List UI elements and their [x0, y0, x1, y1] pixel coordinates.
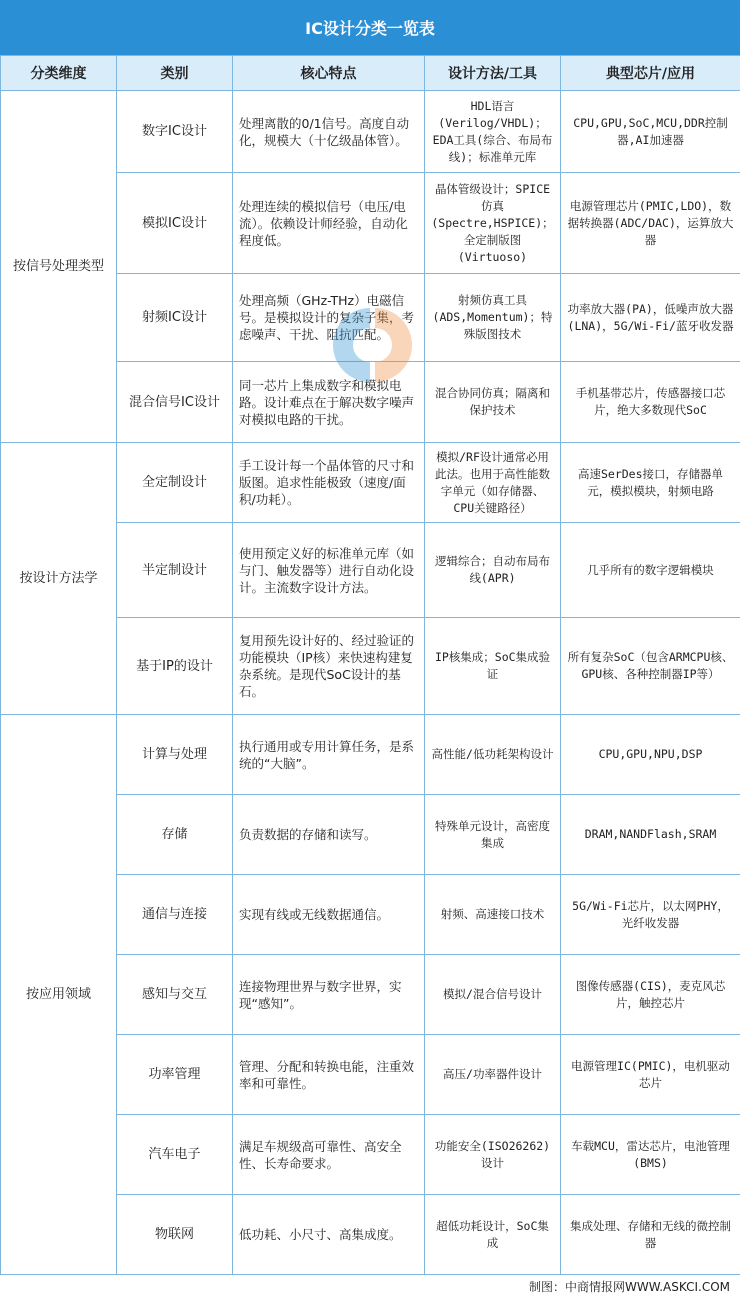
method-cell: 逻辑综合；自动布局布线(APR) [425, 523, 561, 618]
table-row [1, 91, 740, 173]
feature-cell: 复用预先设计好的、经过验证的功能模块（IP核）来快速构建复杂系统。是现代SoC设计的基石。 [233, 618, 425, 715]
application-cell: 图像传感器(CIS)，麦克风芯片，触控芯片 [561, 955, 740, 1035]
application-cell: 高速SerDes接口，存储器单元，模拟模块，射频电路 [561, 443, 740, 523]
method-cell: 功能安全(ISO26262)设计 [425, 1115, 561, 1195]
application-cell: 几乎所有的数字逻辑模块 [561, 523, 740, 618]
ic-design-table [0, 55, 740, 1275]
table-title: IC设计分类一览表 [0, 0, 740, 55]
category-cell: 全定制设计 [117, 443, 233, 523]
method-cell: 高压/功率器件设计 [425, 1035, 561, 1115]
table-row [1, 715, 740, 795]
method-cell: IP核集成；SoC集成验证 [425, 618, 561, 715]
header-application: 典型芯片/应用 [561, 56, 740, 91]
application-cell: 手机基带芯片，传感器接口芯片，绝大多数现代SoC [561, 362, 740, 443]
category-cell: 数字IC设计 [117, 91, 233, 173]
application-cell: CPU,GPU,NPU,DSP [561, 715, 740, 795]
dimension-cell: 按应用领域 [1, 715, 117, 1275]
header-category: 类别 [117, 56, 233, 91]
feature-cell: 满足车规级高可靠性、高安全性、长寿命要求。 [233, 1115, 425, 1195]
dimension-cell: 按设计方法学 [1, 443, 117, 715]
method-cell: 模拟/混合信号设计 [425, 955, 561, 1035]
feature-cell: 低功耗、小尺寸、高集成度。 [233, 1195, 425, 1275]
method-cell: 射频仿真工具(ADS,Momentum)；特殊版图技术 [425, 274, 561, 362]
application-cell: 集成处理、存储和无线的微控制器 [561, 1195, 740, 1275]
application-cell: 电源管理芯片(PMIC,LDO)，数据转换器(ADC/DAC)，运算放大器 [561, 173, 740, 274]
feature-cell: 使用预定义好的标准单元库（如与门、触发器等）进行自动化设计。主流数字设计方法。 [233, 523, 425, 618]
category-cell: 汽车电子 [117, 1115, 233, 1195]
source-credit: 制图：中商情报网WWW.ASKCI.COM [529, 1280, 730, 1294]
method-cell: 射频、高速接口技术 [425, 875, 561, 955]
method-cell: 模拟/RF设计通常必用此法。也用于高性能数字单元（如存储器、CPU关键路径） [425, 443, 561, 523]
category-cell: 基于IP的设计 [117, 618, 233, 715]
category-cell: 半定制设计 [117, 523, 233, 618]
table-row [1, 443, 740, 523]
method-cell: 晶体管级设计；SPICE仿真(Spectre,HSPICE)；全定制版图(Virtuoso) [425, 173, 561, 274]
feature-cell: 处理高频（GHz-THz）电磁信号。是模拟设计的复杂子集，考虑噪声、干扰、阻抗匹配。 [233, 274, 425, 362]
feature-cell: 执行通用或专用计算任务，是系统的“大脑”。 [233, 715, 425, 795]
application-cell: 5G/Wi-Fi芯片，以太网PHY，光纤收发器 [561, 875, 740, 955]
feature-cell: 处理离散的0/1信号。高度自动化，规模大（十亿级晶体管）。 [233, 91, 425, 173]
method-cell: 超低功耗设计，SoC集成 [425, 1195, 561, 1275]
category-cell: 感知与交互 [117, 955, 233, 1035]
header-dimension: 分类维度 [1, 56, 117, 91]
application-cell: 车载MCU，雷达芯片，电池管理(BMS) [561, 1115, 740, 1195]
category-cell: 计算与处理 [117, 715, 233, 795]
application-cell: DRAM,NANDFlash,SRAM [561, 795, 740, 875]
application-cell: 所有复杂SoC（包含ARMCPU核、GPU核、各种控制器IP等） [561, 618, 740, 715]
category-cell: 射频IC设计 [117, 274, 233, 362]
feature-cell: 手工设计每一个晶体管的尺寸和版图。追求性能极致（速度/面积/功耗）。 [233, 443, 425, 523]
application-cell: CPU,GPU,SoC,MCU,DDR控制器,AI加速器 [561, 91, 740, 173]
feature-cell: 连接物理世界与数字世界，实现“感知”。 [233, 955, 425, 1035]
method-cell: 特殊单元设计，高密度集成 [425, 795, 561, 875]
method-cell: 混合协同仿真；隔离和保护技术 [425, 362, 561, 443]
category-cell: 混合信号IC设计 [117, 362, 233, 443]
header-row [1, 56, 740, 91]
feature-cell: 管理、分配和转换电能，注重效率和可靠性。 [233, 1035, 425, 1115]
header-method: 设计方法/工具 [425, 56, 561, 91]
category-cell: 物联网 [117, 1195, 233, 1275]
application-cell: 电源管理IC(PMIC)，电机驱动芯片 [561, 1035, 740, 1115]
category-cell: 模拟IC设计 [117, 173, 233, 274]
dimension-cell: 按信号处理类型 [1, 91, 117, 443]
method-cell: HDL语言(Verilog/VHDL)；EDA工具(综合、布局布线)；标准单元库 [425, 91, 561, 173]
feature-cell: 处理连续的模拟信号（电压/电流）。依赖设计师经验，自动化程度低。 [233, 173, 425, 274]
feature-cell: 同一芯片上集成数字和模拟电路。设计难点在于解决数字噪声对模拟电路的干扰。 [233, 362, 425, 443]
application-cell: 功率放大器(PA)，低噪声放大器(LNA)，5G/Wi-Fi/蓝牙收发器 [561, 274, 740, 362]
category-cell: 通信与连接 [117, 875, 233, 955]
header-feature: 核心特点 [233, 56, 425, 91]
category-cell: 功率管理 [117, 1035, 233, 1115]
feature-cell: 负责数据的存储和读写。 [233, 795, 425, 875]
category-cell: 存储 [117, 795, 233, 875]
feature-cell: 实现有线或无线数据通信。 [233, 875, 425, 955]
method-cell: 高性能/低功耗架构设计 [425, 715, 561, 795]
